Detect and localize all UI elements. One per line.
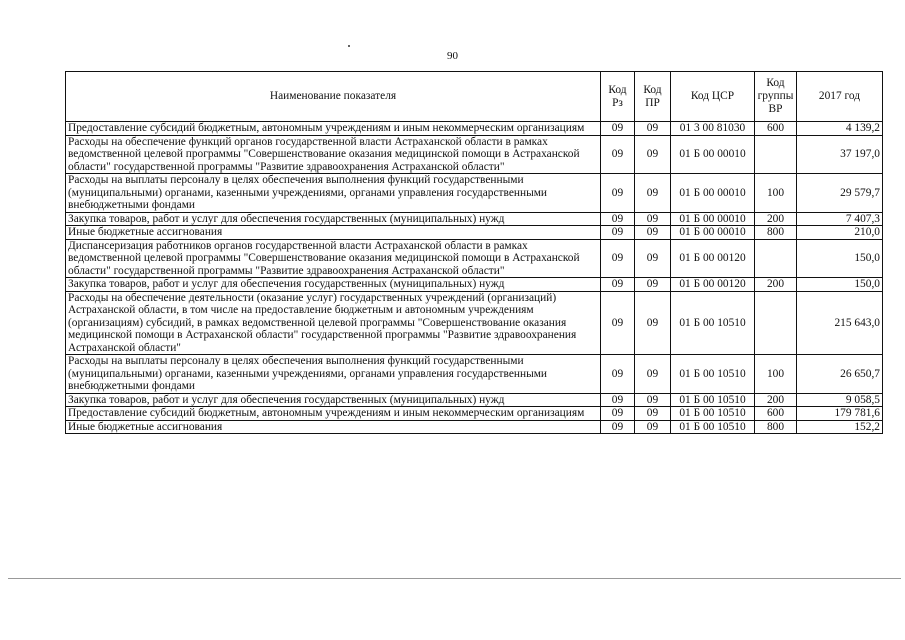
- row-value: 4 139,2: [797, 122, 883, 136]
- table-header-row: [66, 72, 883, 122]
- header-pr: Код ПР: [635, 72, 671, 122]
- row-vr: 600: [755, 122, 797, 136]
- row-rz: 09: [601, 355, 635, 394]
- row-vr: [755, 291, 797, 355]
- header-vr: Код группы ВР: [755, 72, 797, 122]
- header-rz: Код Рз: [601, 72, 635, 122]
- row-value: 215 643,0: [797, 291, 883, 355]
- row-pr: 09: [635, 393, 671, 407]
- table-row: [66, 291, 883, 355]
- row-pr: 09: [635, 420, 671, 434]
- row-pr: 09: [635, 226, 671, 240]
- row-rz: 09: [601, 239, 635, 278]
- row-pr: 09: [635, 239, 671, 278]
- row-vr: 200: [755, 278, 797, 292]
- row-name: Закупка товаров, работ и услуг для обеспечения государственных (муниципальных) нужд: [66, 278, 601, 292]
- row-pr: 09: [635, 212, 671, 226]
- row-name: Расходы на обеспечение деятельности (оказание услуг) государственных учреждений (организаций) Астраханской области, в том числе на предоставление бюджетным и автономным учреждениям (организациям) субсидий, в рамках ведомственной целевой программы "Совершенствование оказания медицинской помощи в Астраханской области" государственной программы "Развитие здравоохранения Астраханской области": [66, 291, 601, 355]
- row-value: 26 650,7: [797, 355, 883, 394]
- row-pr: 09: [635, 407, 671, 421]
- page-number: 90: [447, 50, 458, 62]
- row-vr: 200: [755, 393, 797, 407]
- row-vr: 100: [755, 174, 797, 213]
- row-csr: 01 Б 00 10510: [671, 407, 755, 421]
- row-value: 29 579,7: [797, 174, 883, 213]
- row-rz: 09: [601, 174, 635, 213]
- row-csr: 01 Б 00 00010: [671, 226, 755, 240]
- row-pr: 09: [635, 135, 671, 174]
- row-rz: 09: [601, 393, 635, 407]
- table-row: [66, 174, 883, 213]
- table-row: [66, 278, 883, 292]
- row-csr: 01 Б 00 00120: [671, 278, 755, 292]
- row-csr: 01 Б 00 00010: [671, 212, 755, 226]
- row-vr: [755, 135, 797, 174]
- row-rz: 09: [601, 420, 635, 434]
- row-vr: 800: [755, 420, 797, 434]
- header-year: 2017 год: [797, 72, 883, 122]
- row-value: 152,2: [797, 420, 883, 434]
- row-pr: 09: [635, 355, 671, 394]
- row-name: Расходы на выплаты персоналу в целях обеспечения выполнения функций государственными (муниципальными) органами, казенными учреждениями, органами управления государственными внебюджетными фондами: [66, 174, 601, 213]
- row-rz: 09: [601, 135, 635, 174]
- row-vr: 600: [755, 407, 797, 421]
- table-row: [66, 226, 883, 240]
- table-row: [66, 239, 883, 278]
- row-rz: 09: [601, 212, 635, 226]
- row-pr: 09: [635, 122, 671, 136]
- row-value: 179 781,6: [797, 407, 883, 421]
- row-csr: 01 Б 00 00010: [671, 174, 755, 213]
- row-name: Предоставление субсидий бюджетным, автономным учреждениям и иным некоммерческим организациям: [66, 407, 601, 421]
- row-name: Закупка товаров, работ и услуг для обеспечения государственных (муниципальных) нужд: [66, 393, 601, 407]
- header-name: Наименование показателя: [66, 72, 601, 122]
- row-name: Расходы на выплаты персоналу в целях обеспечения выполнения функций государственными (муниципальными) органами, казенными учреждениями, органами управления государственными внебюджетными фондами: [66, 355, 601, 394]
- row-name: Расходы на обеспечение функций органов государственной власти Астраханской области в рамках ведомственной целевой программы "Совершенствование оказания медицинской помощи в Астраханской области" государственной программы "Развитие здравоохранения Астраханской области": [66, 135, 601, 174]
- table-row: [66, 407, 883, 421]
- row-pr: 09: [635, 291, 671, 355]
- row-value: 150,0: [797, 278, 883, 292]
- row-vr: 800: [755, 226, 797, 240]
- row-rz: 09: [601, 278, 635, 292]
- row-value: 210,0: [797, 226, 883, 240]
- row-csr: 01 Б 00 00120: [671, 239, 755, 278]
- row-csr: 01 Б 00 10510: [671, 393, 755, 407]
- table-row: [66, 122, 883, 136]
- row-csr: 01 Б 00 10510: [671, 355, 755, 394]
- row-vr: 200: [755, 212, 797, 226]
- row-name: Иные бюджетные ассигнования: [66, 420, 601, 434]
- budget-table: [65, 71, 883, 434]
- table-row: [66, 420, 883, 434]
- page-bottom-edge: [8, 578, 901, 579]
- table-row: [66, 212, 883, 226]
- row-name: Закупка товаров, работ и услуг для обеспечения государственных (муниципальных) нужд: [66, 212, 601, 226]
- row-csr: 01 Б 00 00010: [671, 135, 755, 174]
- row-rz: 09: [601, 291, 635, 355]
- row-pr: 09: [635, 278, 671, 292]
- row-name: Предоставление субсидий бюджетным, автономным учреждениям и иным некоммерческим организациям: [66, 122, 601, 136]
- row-name: Диспансеризация работников органов государственной власти Астраханской области в рамках ведомственной целевой программы "Совершенствование оказания медицинской помощи в Астраханской области" государственной программы "Развитие здравоохранения Астраханской области": [66, 239, 601, 278]
- row-name: Иные бюджетные ассигнования: [66, 226, 601, 240]
- table-row: [66, 135, 883, 174]
- row-value: 37 197,0: [797, 135, 883, 174]
- row-csr: 01 Б 00 10510: [671, 291, 755, 355]
- row-pr: 09: [635, 174, 671, 213]
- header-csr: Код ЦСР: [671, 72, 755, 122]
- row-csr: 01 3 00 81030: [671, 122, 755, 136]
- table-row: [66, 355, 883, 394]
- row-value: 150,0: [797, 239, 883, 278]
- table-row: [66, 393, 883, 407]
- row-rz: 09: [601, 226, 635, 240]
- row-csr: 01 Б 00 10510: [671, 420, 755, 434]
- row-vr: [755, 239, 797, 278]
- scan-speck: [348, 45, 350, 47]
- row-value: 7 407,3: [797, 212, 883, 226]
- row-vr: 100: [755, 355, 797, 394]
- row-rz: 09: [601, 122, 635, 136]
- row-rz: 09: [601, 407, 635, 421]
- row-value: 9 058,5: [797, 393, 883, 407]
